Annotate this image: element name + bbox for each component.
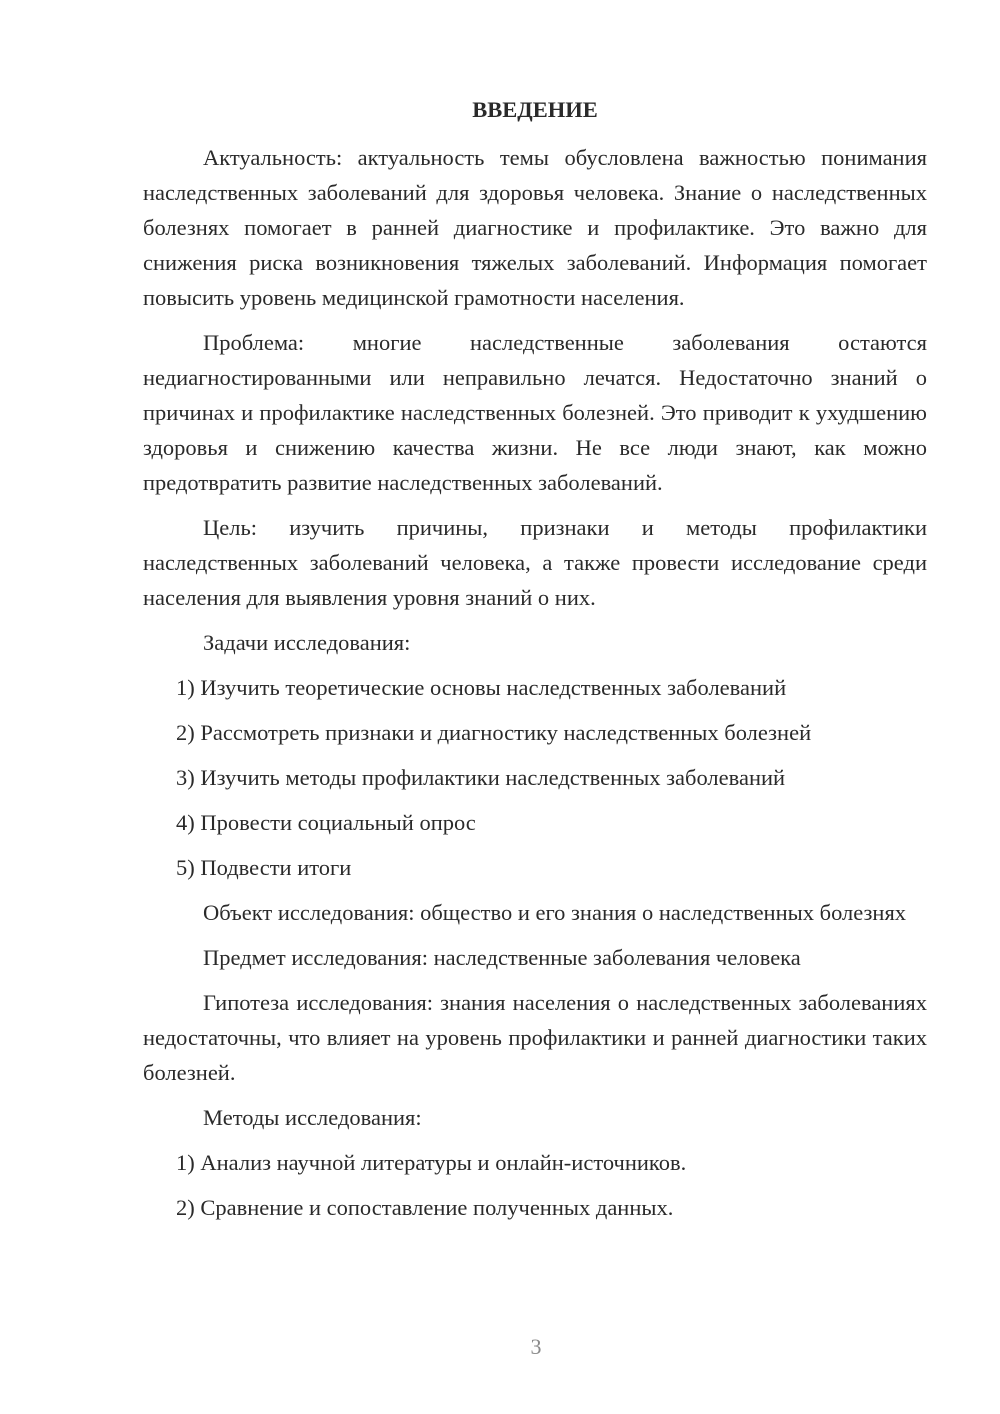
method-item: 2) Сравнение и сопоставление полученных данных. xyxy=(176,1195,674,1220)
task-item: 1) Изучить теоретические основы наследственных заболеваний xyxy=(176,675,787,700)
task-item: 3) Изучить методы профилактики наследственных заболеваний xyxy=(176,765,786,790)
task-item: 4) Провести социальный опрос xyxy=(176,810,476,835)
task-item: 5) Подвести итоги xyxy=(176,855,352,880)
tasks-heading: Задачи исследования: xyxy=(203,630,411,655)
object-paragraph: Объект исследования: общество и его знания о наследственных болезнях xyxy=(203,900,907,925)
methods-list xyxy=(143,1145,927,1225)
hypothesis-paragraph: Гипотеза исследования: знания населения о наследственных заболеваниях недостаточны, что влияет на уровень профилактики и ранней диагностики таких болезней. xyxy=(143,990,927,1085)
task-item: 2) Рассмотреть признаки и диагностику наследственных болезней xyxy=(176,720,812,745)
page-title: ВВЕДЕНИЕ xyxy=(472,97,598,122)
page-number: 3 xyxy=(530,1334,542,1359)
goal-paragraph: Цель: изучить причины, признаки и методы профилактики наследственных заболеваний человека, а также провести исследование среди населения для выявления уровня знаний о них. xyxy=(143,515,927,610)
tasks-list xyxy=(143,670,927,885)
methods-heading: Методы исследования: xyxy=(203,1105,422,1130)
subject-paragraph: Предмет исследования: наследственные заболевания человека xyxy=(203,945,801,970)
problem-paragraph: Проблема: многие наследственные заболевания остаются недиагностированными или неправильно лечатся. Недостаточно знаний о причинах и профилактике наследственных болезней. Это приводит к ухудшению здоровья и снижению качества жизни. Не все люди знают, как можно предотвратить развитие наследственных заболеваний. xyxy=(143,330,927,495)
page-content xyxy=(143,95,927,1235)
relevance-paragraph: Актуальность: актуальность темы обусловлена важностью понимания наследственных заболеваний для здоровья человека. Знание о наследственных болезнях помогает в ранней диагностике и профилактике. Это важно для снижения риска возникновения тяжелых заболеваний. Информация помогает повысить уровень медицинской грамотности населения. xyxy=(143,145,927,310)
method-item: 1) Анализ научной литературы и онлайн-источников. xyxy=(176,1150,687,1175)
